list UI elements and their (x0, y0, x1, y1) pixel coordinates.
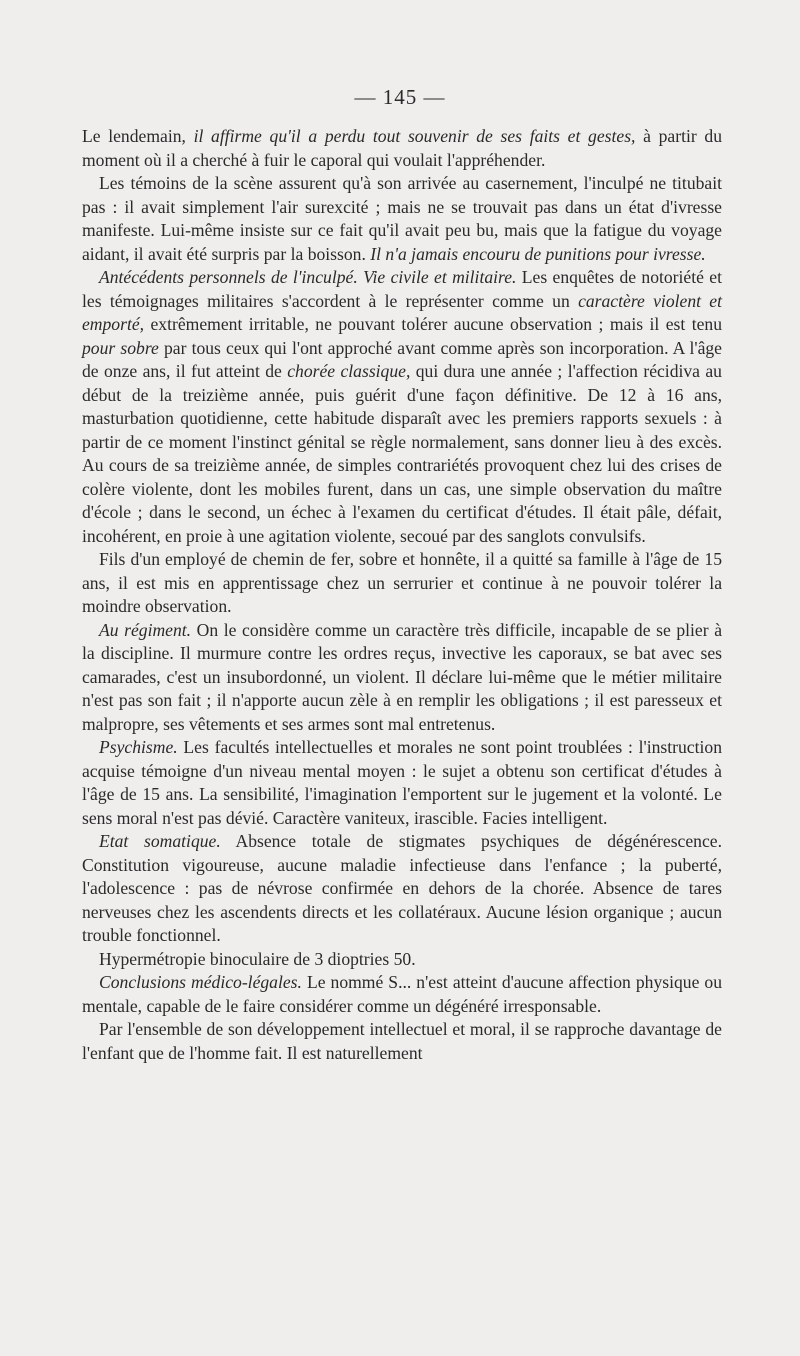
paragraph (82, 125, 722, 172)
text-run: Le nommé S... n'est atteint d'aucune affection physique ou mentale, capable de le faire considérer comme un dégénéré irresponsable. (82, 972, 722, 1016)
italic-text: il affirme qu'il a perdu tout souvenir de ses faits et gestes, (193, 126, 636, 146)
paragraph (82, 948, 722, 972)
paragraph (82, 619, 722, 737)
italic-text: Antécédents personnels de l'inculpé. Vie civile et militaire. (99, 267, 517, 287)
italic-text: Psychisme. (99, 737, 178, 757)
page-number: — 145 — (354, 85, 446, 109)
text-run: On le considère comme un caractère très difficile, incapable de se plier à la discipline. Il murmure contre les ordres reçus, invective les caporaux, se bat avec ses camarades, c'est un insubordonné, un violent. Il déclare lui-même que le métier militaire n'est pas son fait ; il n'apporte aucun zèle à en remplir les obligations ; il est paresseux et malpropre, ses vêtements et ses armes sont mal entretenus. (82, 619, 722, 734)
paragraph (82, 1018, 722, 1065)
text-run: Hypermétropie binoculaire de 3 dioptries 50. (99, 948, 416, 969)
italic-text: Etat somatique. (99, 831, 221, 851)
italic-text: Conclusions médico-légales. (99, 972, 302, 992)
paragraph (82, 971, 722, 1018)
text-run: Les facultés intellectuelles et morales ne sont point troublées : l'instruction acquise témoigne d'un niveau mental moyen : le sujet a obtenu son certificat d'études à l'âge de 15 ans. La sensibilité, l'imagination l'emportent sur le jugement et la volonté. Le sens moral n'est pas dévié. Caractère vaniteux, irascible. Facies intelligent. (82, 737, 722, 828)
text-run: extrêmement irritable, ne pouvant tolérer aucune observation ; mais il est tenu (144, 314, 722, 334)
text-run: par tous ceux qui l'ont approché avant comme après son incorporation. A l'âge de onze ans, il fut atteint de (82, 337, 722, 381)
text-run: Fils d'un employé de chemin de fer, sobre et honnête, il a quitté sa famille à l'âge de 15 ans, il est mis en apprentissage chez un serrurier et continue à ne pouvoir tolérer la moindre observation. (82, 549, 722, 616)
italic-text: caractère violent et emporté, (82, 290, 722, 334)
text-run: Les enquêtes de notoriété et les témoignages militaires s'accordent à le représenter comme un (82, 267, 722, 311)
text-run: Par l'ensemble de son développement intellectuel et moral, il se rapproche davantage de l'enfant que de l'homme fait. Il est naturellement (82, 1019, 722, 1063)
italic-text: pour sobre (82, 337, 159, 358)
text-run: Les témoins de la scène assurent qu'à son arrivée au casernement, l'inculpé ne titubait pas : il avait simplement l'air surexcité ; mais ne se trouvait pas dans un état d'ivresse manifeste. Lui-même insiste sur ce fait qu'il avait peu bu, mais que la fatigue du voyage aidant, il avait été surpris par la boisson. (82, 173, 722, 264)
text-run: qui dura une année ; l'affection récidiva au début de la treizième année, puis guérit d'une façon définitive. De 12 à 16 ans, masturbation quotidienne, cette habitude disparaît avec les premiers rapports sexuels : à partir de ce moment l'instinct génital se règle normalement, sans donner lieu à des excès. Au cours de sa treizième année, de simples contrariétés provoquent chez lui des crises de colère violente, dont les mobiles furent, dans un cas, une simple observation du maître d'école ; dans le second, un échec à l'examen du certificat d'études. Il était pâle, défait, incohérent, en proie à une agitation violente, secoué par des sanglots convulsifs. (82, 361, 722, 546)
italic-text: Il n'a jamais encouru de punitions pour ivresse. (370, 243, 706, 264)
text-run: Absence totale de stigmates psychiques de dégénérescence. Constitution vigoureuse, aucune maladie infectieuse dans l'enfance ; la puberté, l'adolescence : pas de névrose confirmée en dehors de la chorée. Absence de tares nerveuses chez les ascendents directs et les collatéraux. Aucune lésion organique ; aucun trouble fonctionnel. (82, 831, 722, 945)
paragraph (82, 830, 722, 948)
paragraph (82, 548, 722, 619)
text-run: à partir du moment où il a cherché à fuir le caporal qui voulait l'appréhender. (82, 126, 722, 170)
italic-text: chorée classique, (287, 361, 411, 381)
paragraph (82, 736, 722, 830)
italic-text: Au régiment. (99, 619, 192, 640)
paragraph (82, 266, 722, 548)
text-run: Le lendemain, (82, 126, 194, 146)
body-text (82, 125, 722, 1065)
paragraph (82, 172, 722, 266)
